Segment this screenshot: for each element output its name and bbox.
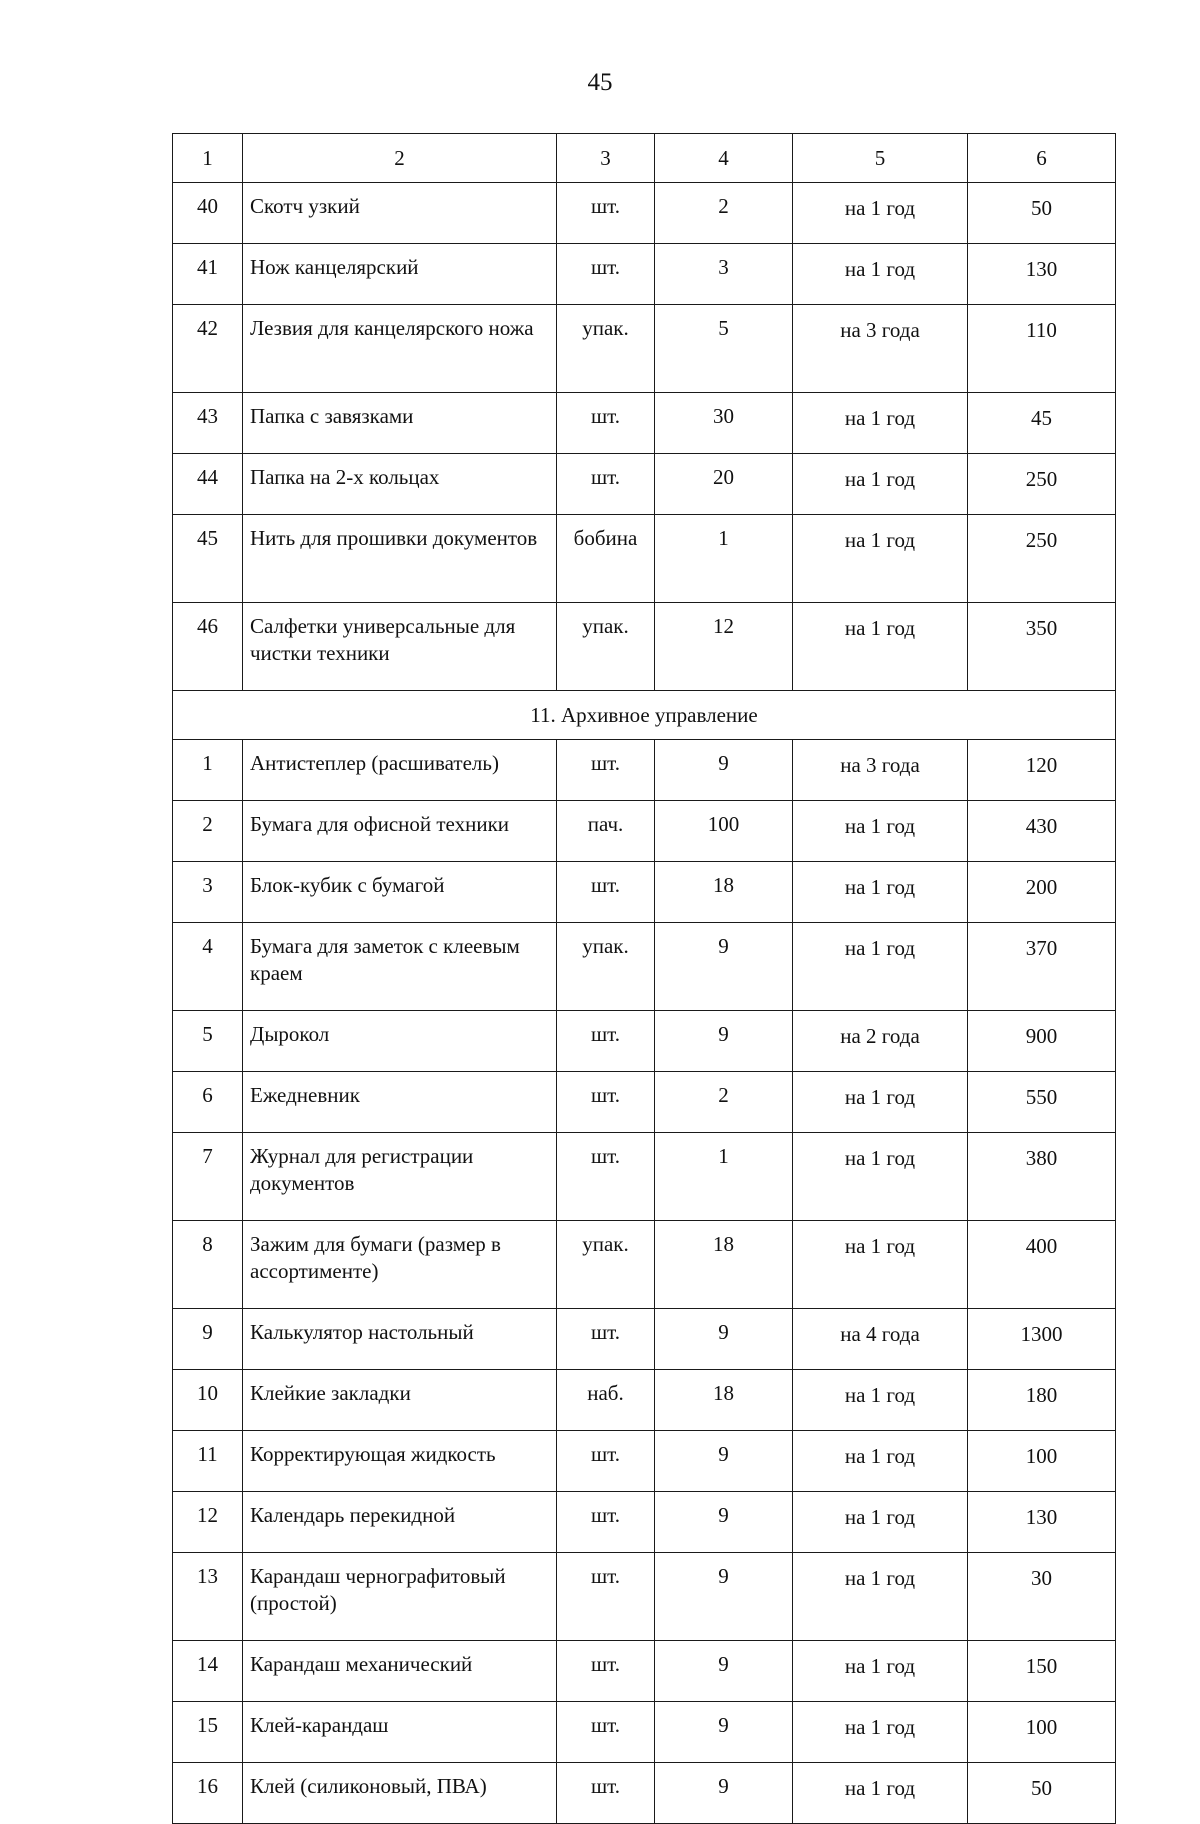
item-quantity: 9 xyxy=(655,1553,793,1641)
item-period: на 2 года xyxy=(793,1011,968,1072)
table-row xyxy=(173,393,1116,454)
item-price: 150 xyxy=(968,1641,1116,1702)
row-number: 44 xyxy=(173,454,243,515)
table-row xyxy=(173,1370,1116,1431)
item-unit: шт. xyxy=(557,1492,655,1553)
item-quantity: 9 xyxy=(655,923,793,1011)
item-unit: шт. xyxy=(557,1553,655,1641)
item-price: 250 xyxy=(968,454,1116,515)
item-name: Журнал для регистрации документов xyxy=(243,1133,557,1221)
row-number: 14 xyxy=(173,1641,243,1702)
item-period: на 1 год xyxy=(793,603,968,691)
item-price: 370 xyxy=(968,923,1116,1011)
header-cell: 5 xyxy=(793,134,968,183)
item-period: на 1 год xyxy=(793,183,968,244)
item-unit: шт. xyxy=(557,1072,655,1133)
item-name: Бумага для офисной техники xyxy=(243,801,557,862)
item-price: 900 xyxy=(968,1011,1116,1072)
item-period: на 1 год xyxy=(793,1492,968,1553)
table-body xyxy=(173,134,1116,1824)
item-period: на 1 год xyxy=(793,862,968,923)
item-unit: упак. xyxy=(557,305,655,393)
item-price: 50 xyxy=(968,1763,1116,1824)
item-quantity: 9 xyxy=(655,1641,793,1702)
item-period: на 1 год xyxy=(793,801,968,862)
item-unit: упак. xyxy=(557,603,655,691)
table-row xyxy=(173,1763,1116,1824)
item-quantity: 18 xyxy=(655,862,793,923)
item-quantity: 2 xyxy=(655,183,793,244)
item-period: на 1 год xyxy=(793,1553,968,1641)
row-number: 11 xyxy=(173,1431,243,1492)
item-quantity: 18 xyxy=(655,1221,793,1309)
item-price: 100 xyxy=(968,1431,1116,1492)
item-name: Ежедневник xyxy=(243,1072,557,1133)
row-number: 9 xyxy=(173,1309,243,1370)
item-period: на 1 год xyxy=(793,393,968,454)
item-period: на 1 год xyxy=(793,1370,968,1431)
row-number: 7 xyxy=(173,1133,243,1221)
item-quantity: 1 xyxy=(655,515,793,603)
item-quantity: 1 xyxy=(655,1133,793,1221)
item-quantity: 100 xyxy=(655,801,793,862)
item-quantity: 9 xyxy=(655,1763,793,1824)
item-price: 45 xyxy=(968,393,1116,454)
item-unit: шт. xyxy=(557,1431,655,1492)
item-unit: шт. xyxy=(557,454,655,515)
item-price: 110 xyxy=(968,305,1116,393)
item-quantity: 9 xyxy=(655,1431,793,1492)
section-row xyxy=(173,691,1116,740)
row-number: 13 xyxy=(173,1553,243,1641)
item-name: Зажим для бумаги (размер в ассортименте) xyxy=(243,1221,557,1309)
row-number: 15 xyxy=(173,1702,243,1763)
table-row xyxy=(173,1011,1116,1072)
row-number: 41 xyxy=(173,244,243,305)
table-row xyxy=(173,801,1116,862)
item-price: 130 xyxy=(968,1492,1116,1553)
item-unit: упак. xyxy=(557,923,655,1011)
item-name: Нить для прошивки документов xyxy=(243,515,557,603)
supplies-table xyxy=(172,133,1116,1824)
section-title: 11. Архивное управление xyxy=(173,691,1116,740)
item-unit: шт. xyxy=(557,393,655,454)
row-number: 12 xyxy=(173,1492,243,1553)
table-row xyxy=(173,740,1116,801)
item-period: на 1 год xyxy=(793,1763,968,1824)
table-row xyxy=(173,1702,1116,1763)
item-unit: шт. xyxy=(557,862,655,923)
item-unit: шт. xyxy=(557,183,655,244)
item-name: Бумага для заметок с клеевым краем xyxy=(243,923,557,1011)
header-cell: 2 xyxy=(243,134,557,183)
item-price: 350 xyxy=(968,603,1116,691)
table-row xyxy=(173,1309,1116,1370)
item-quantity: 9 xyxy=(655,740,793,801)
header-cell: 4 xyxy=(655,134,793,183)
row-number: 4 xyxy=(173,923,243,1011)
item-name: Блок-кубик с бумагой xyxy=(243,862,557,923)
page-number: 45 xyxy=(587,69,613,96)
item-price: 1300 xyxy=(968,1309,1116,1370)
item-period: на 1 год xyxy=(793,1221,968,1309)
item-name: Дырокол xyxy=(243,1011,557,1072)
row-number: 10 xyxy=(173,1370,243,1431)
table-row xyxy=(173,454,1116,515)
row-number: 45 xyxy=(173,515,243,603)
item-price: 100 xyxy=(968,1702,1116,1763)
item-quantity: 3 xyxy=(655,244,793,305)
item-quantity: 20 xyxy=(655,454,793,515)
item-unit: шт. xyxy=(557,1702,655,1763)
item-price: 550 xyxy=(968,1072,1116,1133)
item-name: Клей (силиконовый, ПВА) xyxy=(243,1763,557,1824)
item-quantity: 9 xyxy=(655,1309,793,1370)
item-quantity: 9 xyxy=(655,1492,793,1553)
item-quantity: 30 xyxy=(655,393,793,454)
table-row xyxy=(173,603,1116,691)
item-period: на 1 год xyxy=(793,1431,968,1492)
table-row xyxy=(173,1553,1116,1641)
item-price: 250 xyxy=(968,515,1116,603)
row-number: 6 xyxy=(173,1072,243,1133)
table-row xyxy=(173,244,1116,305)
table-row xyxy=(173,1641,1116,1702)
item-name: Папка на 2-х кольцах xyxy=(243,454,557,515)
item-name: Нож канцелярский xyxy=(243,244,557,305)
row-number: 42 xyxy=(173,305,243,393)
item-period: на 1 год xyxy=(793,1133,968,1221)
item-price: 130 xyxy=(968,244,1116,305)
item-price: 50 xyxy=(968,183,1116,244)
item-quantity: 9 xyxy=(655,1011,793,1072)
item-name: Антистеплер (расшиватель) xyxy=(243,740,557,801)
item-quantity: 2 xyxy=(655,1072,793,1133)
table-row xyxy=(173,1492,1116,1553)
item-unit: шт. xyxy=(557,1763,655,1824)
item-unit: шт. xyxy=(557,244,655,305)
item-unit: наб. xyxy=(557,1370,655,1431)
row-number: 3 xyxy=(173,862,243,923)
table-row xyxy=(173,862,1116,923)
table-row xyxy=(173,1072,1116,1133)
item-unit: шт. xyxy=(557,1133,655,1221)
table-row xyxy=(173,183,1116,244)
table-row xyxy=(173,305,1116,393)
item-period: на 1 год xyxy=(793,244,968,305)
item-unit: бобина xyxy=(557,515,655,603)
item-period: на 1 год xyxy=(793,454,968,515)
item-period: на 3 года xyxy=(793,305,968,393)
row-number: 40 xyxy=(173,183,243,244)
item-price: 120 xyxy=(968,740,1116,801)
item-period: на 1 год xyxy=(793,1702,968,1763)
item-name: Папка с завязками xyxy=(243,393,557,454)
table-row xyxy=(173,515,1116,603)
row-number: 16 xyxy=(173,1763,243,1824)
item-name: Карандаш механический xyxy=(243,1641,557,1702)
item-unit: шт. xyxy=(557,740,655,801)
item-unit: шт. xyxy=(557,1641,655,1702)
header-cell: 6 xyxy=(968,134,1116,183)
item-unit: упак. xyxy=(557,1221,655,1309)
item-price: 180 xyxy=(968,1370,1116,1431)
row-number: 2 xyxy=(173,801,243,862)
item-name: Лезвия для канцелярского ножа xyxy=(243,305,557,393)
item-unit: шт. xyxy=(557,1309,655,1370)
row-number: 8 xyxy=(173,1221,243,1309)
item-unit: шт. xyxy=(557,1011,655,1072)
item-name: Калькулятор настольный xyxy=(243,1309,557,1370)
table-row xyxy=(173,1431,1116,1492)
header-cell: 1 xyxy=(173,134,243,183)
item-quantity: 12 xyxy=(655,603,793,691)
item-name: Салфетки универсальные для чистки техники xyxy=(243,603,557,691)
item-quantity: 9 xyxy=(655,1702,793,1763)
item-name: Клейкие закладки xyxy=(243,1370,557,1431)
table-row xyxy=(173,1133,1116,1221)
item-name: Скотч узкий xyxy=(243,183,557,244)
item-quantity: 5 xyxy=(655,305,793,393)
item-quantity: 18 xyxy=(655,1370,793,1431)
item-price: 380 xyxy=(968,1133,1116,1221)
item-period: на 1 год xyxy=(793,515,968,603)
item-unit: пач. xyxy=(557,801,655,862)
table-row xyxy=(173,1221,1116,1309)
item-period: на 1 год xyxy=(793,1641,968,1702)
item-period: на 4 года xyxy=(793,1309,968,1370)
row-number: 5 xyxy=(173,1011,243,1072)
item-price: 30 xyxy=(968,1553,1116,1641)
item-price: 400 xyxy=(968,1221,1116,1309)
item-period: на 1 год xyxy=(793,1072,968,1133)
item-period: на 1 год xyxy=(793,923,968,1011)
item-period: на 3 года xyxy=(793,740,968,801)
header-cell: 3 xyxy=(557,134,655,183)
header-row xyxy=(173,134,1116,183)
row-number: 43 xyxy=(173,393,243,454)
table-row xyxy=(173,923,1116,1011)
item-price: 200 xyxy=(968,862,1116,923)
row-number: 1 xyxy=(173,740,243,801)
item-name: Корректирующая жидкость xyxy=(243,1431,557,1492)
item-name: Календарь перекидной xyxy=(243,1492,557,1553)
item-price: 430 xyxy=(968,801,1116,862)
item-name: Карандаш чернографитовый (простой) xyxy=(243,1553,557,1641)
item-name: Клей-карандаш xyxy=(243,1702,557,1763)
row-number: 46 xyxy=(173,603,243,691)
